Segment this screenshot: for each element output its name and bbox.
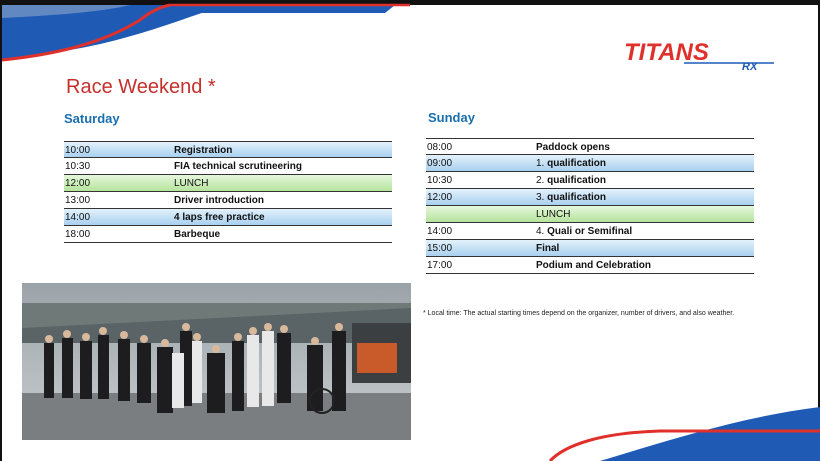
saturday-row (64, 226, 392, 243)
time-cell: 17:00 (427, 260, 453, 271)
event-label: LUNCH (536, 209, 571, 220)
time-cell: 10:30 (65, 161, 91, 172)
event-cell (174, 212, 265, 223)
event-cell (536, 175, 606, 186)
event-cell (536, 192, 606, 203)
event-number: 4. (536, 226, 548, 237)
team-photo (22, 283, 411, 440)
sunday-row (426, 240, 754, 257)
event-label: FIA technical scrutineering (174, 161, 302, 172)
bottom-right-swoosh (520, 395, 820, 461)
page-title: Race Weekend * (66, 76, 216, 98)
time-cell: 09:00 (427, 158, 453, 169)
event-label: Barbeque (174, 229, 221, 240)
saturday-row (64, 175, 392, 192)
time-cell: 14:00 (427, 226, 453, 237)
logo-sub-text: RX (742, 61, 758, 72)
event-label: 4 laps free practice (174, 212, 265, 223)
time-cell: 10:30 (427, 175, 453, 186)
time-cell: 10:00 (65, 145, 91, 156)
event-cell (536, 260, 651, 271)
sunday-row (426, 257, 754, 274)
event-label: Registration (174, 145, 233, 156)
event-number: 3. (536, 192, 548, 203)
event-label: Quali or Semifinal (547, 226, 633, 237)
sunday-row (426, 206, 754, 223)
sunday-heading: Sunday (428, 110, 475, 125)
event-cell (536, 243, 559, 254)
event-cell (536, 226, 632, 237)
saturday-row (64, 192, 392, 209)
saturday-heading: Saturday (64, 111, 120, 126)
event-cell (536, 142, 610, 153)
sunday-row (426, 155, 754, 172)
time-cell: 13:00 (65, 195, 91, 206)
sunday-row (426, 189, 754, 206)
sunday-row (426, 223, 754, 240)
event-label: Paddock opens (536, 142, 610, 153)
top-left-swoosh (0, 0, 430, 70)
event-label: Driver introduction (174, 195, 265, 206)
event-label: qualification (547, 158, 607, 169)
saturday-row (64, 141, 392, 158)
event-cell (174, 161, 302, 172)
logo-main-text: TITANS (624, 39, 709, 66)
event-label: Final (536, 243, 560, 254)
event-cell (174, 195, 264, 206)
time-cell: 14:00 (65, 212, 91, 223)
event-label: qualification (547, 175, 607, 186)
event-cell (536, 158, 606, 169)
sunday-schedule (426, 138, 754, 274)
time-cell: 08:00 (427, 142, 453, 153)
event-label: qualification (547, 192, 607, 203)
event-label: LUNCH (174, 178, 209, 189)
sunday-row (426, 172, 754, 189)
event-cell (174, 145, 232, 156)
saturday-row (64, 158, 392, 175)
sunday-row (426, 138, 754, 155)
event-number: 2. (536, 175, 548, 186)
saturday-row (64, 209, 392, 226)
time-cell: 15:00 (427, 243, 453, 254)
event-cell (174, 178, 208, 189)
time-cell: 12:00 (65, 178, 91, 189)
titans-rx-logo (624, 38, 780, 72)
event-label: Podium and Celebration (536, 260, 652, 271)
time-cell: 18:00 (65, 229, 91, 240)
footnote: * Local time: The actual starting times depend on the organizer, number of drivers, and also weather. (423, 310, 735, 317)
event-cell (536, 209, 570, 220)
event-number: 1. (536, 158, 548, 169)
saturday-schedule (64, 141, 392, 243)
event-cell (174, 229, 220, 240)
time-cell: 12:00 (427, 192, 453, 203)
